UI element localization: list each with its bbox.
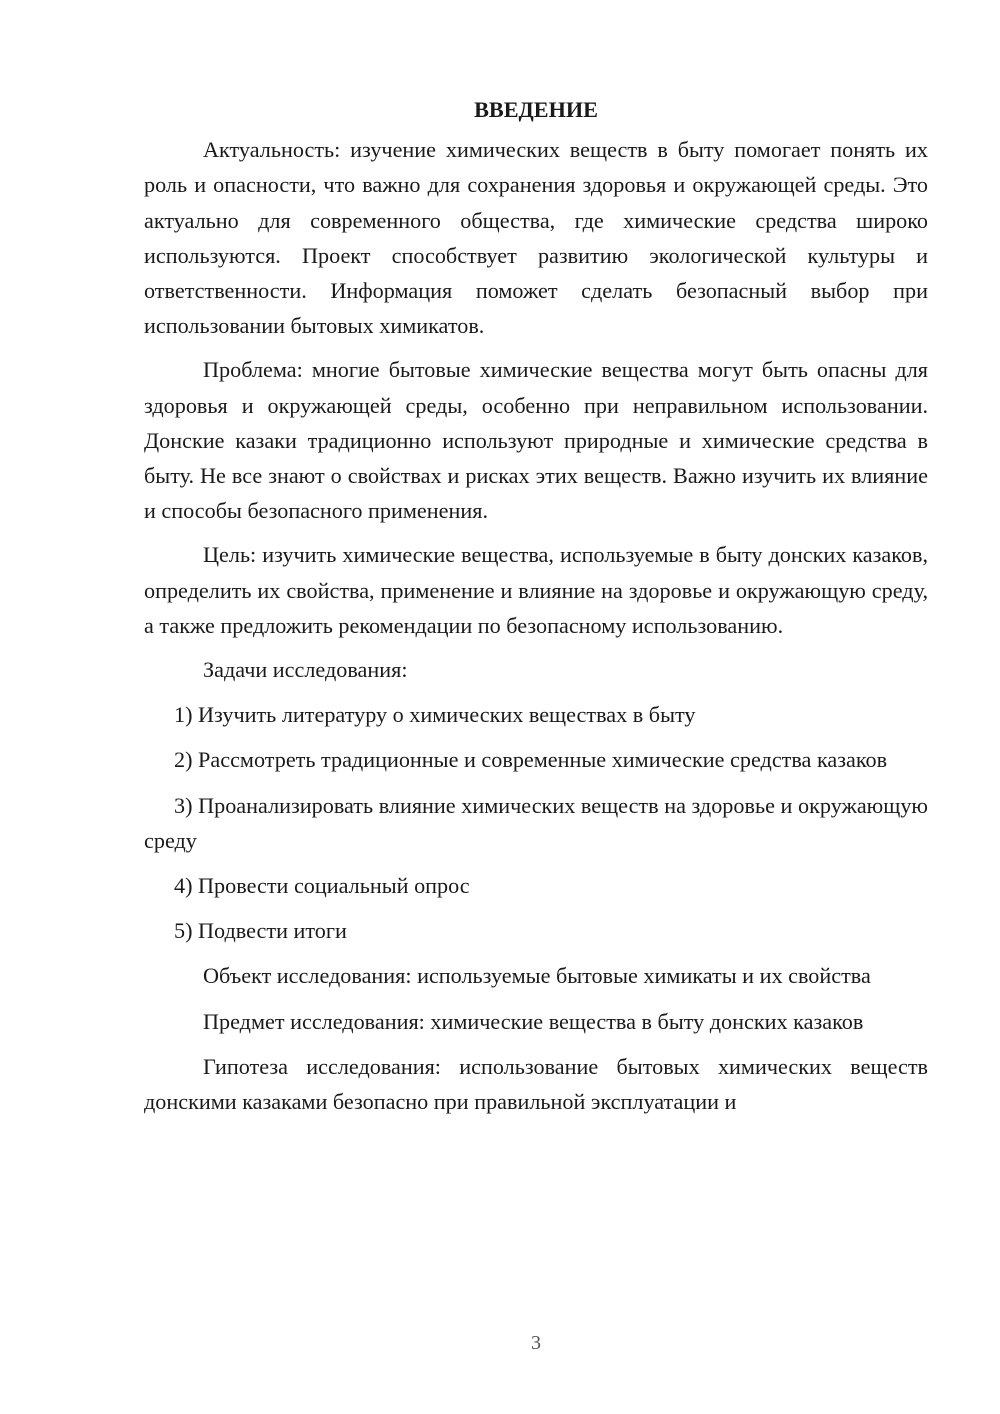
problem-paragraph: Проблема: многие бытовые химические вещества могут быть опасны для здоровья и окружающей среды, особенно при неправильном использовании. Донские казаки традиционно используют природные и химические средства в быту. Не все знают о свойствах и рисках этих веществ. Важно изучить их влияние и способы безопасного применения.: [144, 357, 928, 524]
task-item: 1) Изучить литературу о химических веществах в быту: [174, 702, 696, 728]
task-item: 5) Подвести итоги: [174, 918, 347, 944]
page-number: 3: [531, 1332, 541, 1354]
hypothesis-paragraph: Гипотеза исследования: использование бытовых химических веществ донскими казаками безопасно при правильной эксплуатации и: [144, 1053, 928, 1115]
tasks-heading: Задачи исследования:: [203, 657, 408, 683]
task-item: 4) Провести социальный опрос: [174, 873, 470, 899]
subject-paragraph: Предмет исследования: химические вещества в быту донских казаков: [203, 1008, 864, 1034]
task-item: 2) Рассмотреть традиционные и современные химические средства казаков: [174, 747, 888, 773]
relevance-paragraph: Актуальность: изучение химических веществ в быту помогает понять их роль и опасности, что важно для сохранения здоровья и окружающей среды. Это актуально для современного общества, где химические средства широко используются. Проект способствует развитию экологической культуры и ответственности. Информация поможет сделать безопасный выбор при использовании бытовых химикатов.: [144, 137, 928, 339]
page-content: [144, 92, 928, 1129]
object-paragraph: Объект исследования: используемые бытовые химикаты и их свойства: [203, 963, 871, 989]
goal-paragraph: Цель: изучить химические вещества, используемые в быту донских казаков, определить их свойства, применение и влияние на здоровье и окружающую среду, а также предложить рекомендации по безопасному использованию.: [144, 542, 928, 638]
task-item: 3) Проанализировать влияние химических веществ на здоровье и окружающую среду: [144, 792, 928, 853]
section-heading: ВВЕДЕНИЕ: [474, 97, 598, 122]
